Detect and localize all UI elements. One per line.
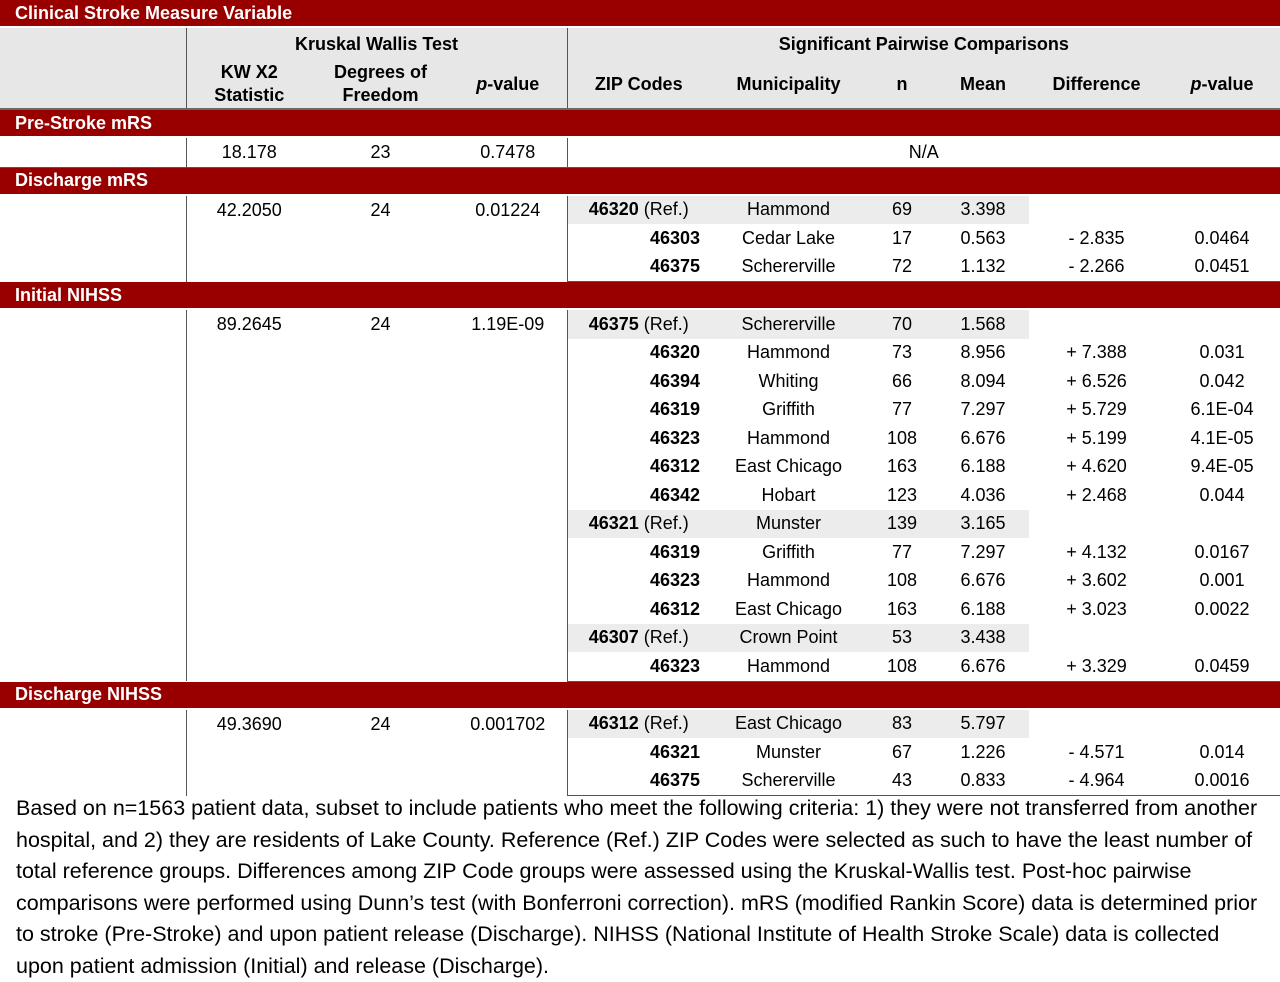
difference-cell: + 5.199 <box>1066 427 1127 448</box>
kw-stat-cell: 42.2050 <box>186 195 312 282</box>
ref-label: (Ref.) <box>643 627 689 648</box>
pair-pvalue-cell <box>1164 624 1280 653</box>
pair-pvalue-cell: 0.031 <box>1199 342 1245 363</box>
pairwise-group-header: Significant Pairwise Comparisons <box>567 27 1280 60</box>
reference-zip-cell <box>567 624 710 653</box>
n-cell: 108 <box>867 652 937 681</box>
n-cell: 163 <box>886 598 918 619</box>
zip-header: ZIP Codes <box>567 60 710 109</box>
n-cell: 43 <box>867 767 937 796</box>
mean-cell: 6.676 <box>937 652 1029 681</box>
zip-cell <box>567 652 710 681</box>
pair-pvalue-cell <box>1164 510 1280 539</box>
difference-cell: + 7.388 <box>1066 342 1127 363</box>
zip-code: 46375 <box>649 770 700 791</box>
zip-cell <box>567 424 710 453</box>
zip-cell <box>567 253 710 282</box>
header-blank <box>0 27 186 60</box>
zip-code: 46342 <box>649 484 700 505</box>
mean-cell: 6.188 <box>960 598 1006 619</box>
pair-pvalue-cell: 0.0451 <box>1164 253 1280 282</box>
mean-cell: 1.568 <box>937 309 1029 339</box>
table-row <box>0 137 1280 167</box>
p-italic: p <box>1190 73 1202 94</box>
difference-cell: + 2.468 <box>1066 484 1127 505</box>
n-cell: 73 <box>891 342 913 363</box>
reference-zip-cell <box>567 195 710 225</box>
section-title: Initial NIHSS <box>0 282 1280 310</box>
municipality-cell: Hammond <box>710 652 867 681</box>
mean-cell: 0.833 <box>937 767 1029 796</box>
municipality-cell: Hobart <box>761 484 816 505</box>
table-row <box>0 309 1280 339</box>
pair-pvalue-cell: 0.0022 <box>1194 598 1250 619</box>
municipality-cell: East Chicago <box>734 598 843 619</box>
mean-cell: 1.226 <box>960 741 1006 762</box>
kw-pvalue-cell: 0.001702 <box>470 713 546 734</box>
kw-stat-cell: 18.178 <box>186 137 312 167</box>
header-blank <box>0 60 186 109</box>
pair-pvalue-cell: 0.0464 <box>1194 227 1250 248</box>
difference-cell <box>1029 309 1164 339</box>
municipality-cell: East Chicago <box>734 456 843 477</box>
zip-code: 46319 <box>649 399 700 420</box>
kw-stat-line1: KW X2 <box>220 62 278 82</box>
zip-code: 46320 <box>588 199 639 220</box>
reference-zip-cell <box>567 709 710 739</box>
zip-cell <box>567 538 710 567</box>
section-band <box>0 282 1280 310</box>
pair-pvalue-cell: 9.4E-05 <box>1190 456 1254 477</box>
n-cell: 72 <box>867 253 937 282</box>
variable-cell <box>0 709 186 796</box>
municipality-cell: Cedar Lake <box>741 227 836 248</box>
mean-header: Mean <box>937 60 1029 109</box>
n-header: n <box>867 60 937 109</box>
zip-cell <box>567 767 710 796</box>
df-cell: 24 <box>370 199 391 220</box>
ref-label: (Ref.) <box>643 199 689 220</box>
zip-code: 46394 <box>649 370 700 391</box>
municipality-cell: Schererville <box>710 309 867 339</box>
variable-cell <box>0 137 186 167</box>
pair-pvalue-cell: 6.1E-04 <box>1190 399 1254 420</box>
pair-pvalue-cell: 0.0459 <box>1164 652 1280 681</box>
mean-cell: 7.297 <box>960 541 1006 562</box>
df-cell: 24 <box>370 314 391 334</box>
zip-code: 46323 <box>649 655 700 676</box>
n-cell: 66 <box>891 370 913 391</box>
zip-code: 46321 <box>649 741 700 762</box>
difference-cell: + 4.132 <box>1066 541 1127 562</box>
municipality-cell: Munster <box>710 510 867 539</box>
municipality-cell: Crown Point <box>710 624 867 653</box>
zip-code: 46320 <box>649 342 700 363</box>
zip-cell <box>567 224 710 253</box>
zip-code: 46303 <box>649 227 700 248</box>
header-columns-row <box>0 60 1280 109</box>
section-title: Discharge mRS <box>0 167 1280 195</box>
zip-code: 46319 <box>649 541 700 562</box>
municipality-cell: Hammond <box>746 342 831 363</box>
variable-cell <box>0 309 186 681</box>
mean-cell: 8.956 <box>960 342 1006 363</box>
p-rest: -value <box>1201 73 1254 94</box>
difference-header: Difference <box>1029 60 1164 109</box>
mean-cell: 5.797 <box>937 709 1029 739</box>
n-cell: 67 <box>891 741 913 762</box>
zip-code: 46307 <box>588 627 639 648</box>
zip-code: 46375 <box>649 256 700 277</box>
zip-code: 46323 <box>649 427 700 448</box>
municipality-cell: Hammond <box>746 427 831 448</box>
difference-cell <box>1029 195 1164 225</box>
municipality-cell: Schererville <box>710 253 867 282</box>
table-row <box>0 195 1280 225</box>
municipality-cell: Whiting <box>758 370 819 391</box>
section-title: Discharge NIHSS <box>0 681 1280 709</box>
mean-cell: 1.132 <box>937 253 1029 282</box>
municipality-cell: Munster <box>755 741 822 762</box>
df-cell: 24 <box>370 713 391 734</box>
n-cell: 163 <box>886 456 918 477</box>
ref-label: (Ref.) <box>643 313 689 334</box>
pair-pvalue-cell: 0.0016 <box>1164 767 1280 796</box>
pair-pvalue-cell: 0.001 <box>1199 570 1245 591</box>
mean-cell: 8.094 <box>960 370 1006 391</box>
difference-cell: - 2.835 <box>1068 227 1125 248</box>
n-cell: 139 <box>867 510 937 539</box>
kw-pvalue-cell: 0.01224 <box>475 199 541 220</box>
ref-label: (Ref.) <box>643 513 689 534</box>
pair-pvalue-cell: 0.014 <box>1199 741 1245 762</box>
variable-cell <box>0 195 186 282</box>
ref-label: (Ref.) <box>643 713 689 734</box>
kw-pvalue-cell: 0.7478 <box>449 137 567 167</box>
section-band <box>0 109 1280 137</box>
pair-pvalue-cell: 4.1E-05 <box>1190 427 1254 448</box>
municipality-cell: Schererville <box>710 767 867 796</box>
mean-cell: 4.036 <box>960 484 1006 505</box>
kw-stat-cell: 49.3690 <box>186 709 312 796</box>
mean-cell: 3.165 <box>937 510 1029 539</box>
df-line2: Freedom <box>342 85 419 105</box>
n-cell: 69 <box>867 195 937 225</box>
pair-pvalue-cell <box>1164 309 1280 339</box>
pair-pvalue-cell: 0.044 <box>1199 484 1245 505</box>
na-cell: N/A <box>567 137 1280 167</box>
kw-stat-header <box>186 60 312 109</box>
difference-cell: + 5.729 <box>1066 399 1127 420</box>
variable-title: Clinical Stroke Measure Variable <box>0 0 1280 27</box>
section-band <box>0 681 1280 709</box>
difference-cell: + 6.526 <box>1066 370 1127 391</box>
n-cell: 77 <box>891 541 913 562</box>
zip-code: 46323 <box>649 570 700 591</box>
municipality-cell: East Chicago <box>710 709 867 739</box>
title-band <box>0 0 1280 27</box>
pair-pvalue-header <box>1164 60 1280 109</box>
zip-cell <box>567 738 710 767</box>
n-cell: 77 <box>891 399 913 420</box>
kw-pvalue-header <box>449 60 567 109</box>
municipality-header: Municipality <box>710 60 867 109</box>
pair-pvalue-cell <box>1164 195 1280 225</box>
mean-cell: 0.563 <box>960 227 1006 248</box>
difference-cell: - 4.964 <box>1029 767 1164 796</box>
municipality-cell: Griffith <box>762 541 815 562</box>
n-cell: 53 <box>867 624 937 653</box>
mean-cell: 3.438 <box>937 624 1029 653</box>
zip-code: 46312 <box>588 713 639 734</box>
table-footnote: Based on n=1563 patient data, subset to include patients who meet the following criteria: 1) they were not transferred from another hospital, and 2) they are residents of Lake County. Reference (Ref.) ZIP Codes were selected as such to have the least number of total reference groups. Differences among ZIP Code groups were assessed using the Kruskal-Wallis test. Post-hoc pairwise comparisons were performed using Dunn’s test (with Bonferroni correction). mRS (modified Rankin Score) data is determined prior to stroke (Pre-Stroke) and upon patient release (Discharge). NIHSS (National Institute of Health Stroke Scale) data is collected upon patient admission (Initial) and release (Discharge). <box>16 796 1258 978</box>
zip-code: 46312 <box>649 456 700 477</box>
municipality-cell: Hammond <box>710 195 867 225</box>
difference-cell <box>1029 510 1164 539</box>
kw-pvalue-cell: 1.19E-09 <box>471 314 545 334</box>
difference-cell <box>1029 709 1164 739</box>
difference-cell <box>1029 624 1164 653</box>
reference-zip-cell <box>567 510 710 539</box>
mean-cell: 6.676 <box>960 570 1006 591</box>
zip-cell <box>567 396 710 425</box>
mean-cell: 6.188 <box>960 456 1006 477</box>
n-cell: 17 <box>891 227 913 248</box>
n-cell: 123 <box>886 484 918 505</box>
zip-code: 46321 <box>588 513 639 534</box>
df-line1: Degrees of <box>333 62 428 82</box>
difference-cell: - 2.266 <box>1029 253 1164 282</box>
kw-stat-cell: 89.2645 <box>186 309 312 681</box>
df-header <box>312 60 449 109</box>
zip-cell <box>567 367 710 396</box>
header-group-row <box>0 27 1280 60</box>
mean-cell: 7.297 <box>960 399 1006 420</box>
pair-pvalue-cell: 0.0167 <box>1194 541 1250 562</box>
municipality-cell: Griffith <box>762 399 815 420</box>
difference-cell: - 4.571 <box>1068 741 1125 762</box>
section-band <box>0 167 1280 195</box>
zip-cell <box>567 453 710 482</box>
n-cell: 83 <box>867 709 937 739</box>
n-cell: 108 <box>886 570 918 591</box>
difference-cell: + 3.602 <box>1066 570 1127 591</box>
p-italic: p <box>476 73 488 94</box>
zip-cell <box>567 481 710 510</box>
pair-pvalue-cell: 0.042 <box>1199 370 1245 391</box>
zip-code: 46312 <box>649 598 700 619</box>
pair-pvalue-cell <box>1164 709 1280 739</box>
p-rest: -value <box>487 73 540 94</box>
df-cell: 23 <box>312 137 449 167</box>
table-row <box>0 709 1280 739</box>
municipality-cell: Hammond <box>746 570 831 591</box>
zip-cell <box>567 595 710 624</box>
difference-cell: + 4.620 <box>1066 456 1127 477</box>
mean-cell: 3.398 <box>937 195 1029 225</box>
section-title: Pre-Stroke mRS <box>0 109 1280 137</box>
n-cell: 108 <box>886 427 918 448</box>
reference-zip-cell <box>567 309 710 339</box>
difference-cell: + 3.329 <box>1029 652 1164 681</box>
zip-cell <box>567 339 710 368</box>
n-cell: 70 <box>867 309 937 339</box>
kw-group-header: Kruskal Wallis Test <box>186 27 567 60</box>
difference-cell: + 3.023 <box>1066 598 1127 619</box>
zip-code: 46375 <box>588 313 639 334</box>
kw-stat-line2: Statistic <box>214 85 285 105</box>
zip-cell <box>567 567 710 596</box>
mean-cell: 6.676 <box>960 427 1006 448</box>
